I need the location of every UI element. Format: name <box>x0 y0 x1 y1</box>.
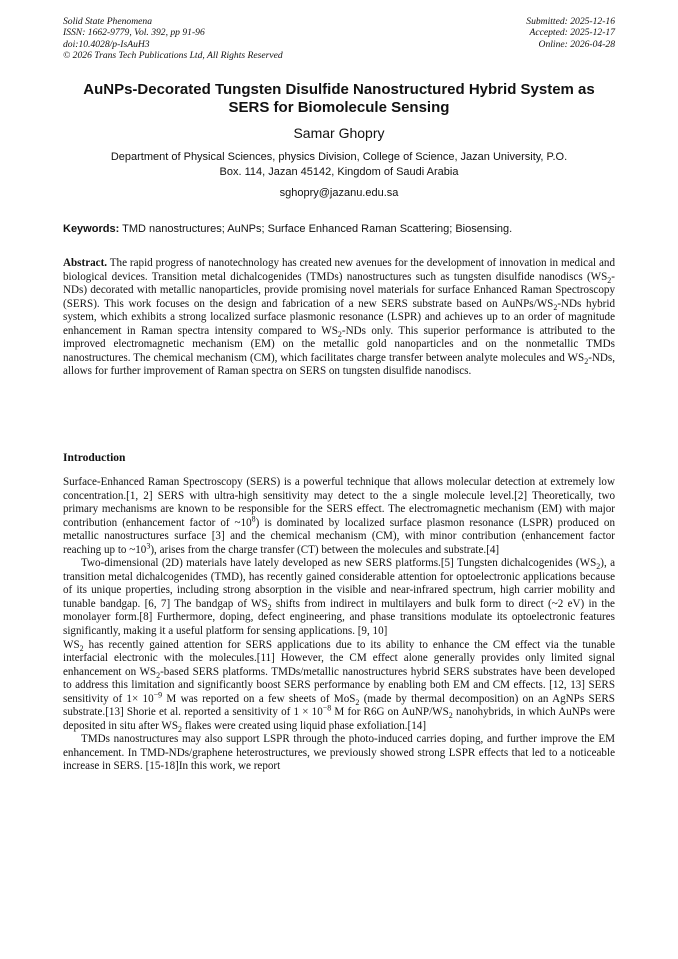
superscript: 8 <box>251 513 256 523</box>
journal-name: Solid State Phenomena <box>63 16 152 27</box>
superscript: −8 <box>322 703 332 713</box>
subscript: 2 <box>596 562 601 572</box>
subscript: 2 <box>178 725 183 735</box>
submitted-date: Submitted: 2025-12-16 <box>526 16 615 27</box>
affiliation <box>63 150 615 179</box>
paragraph-text: ), arises from the charge transfer (CT) between the molecules and substrate.[4] <box>150 543 500 556</box>
author-name: Samar Ghopry <box>293 125 385 141</box>
paragraph-text: M was reported on a few sheets of MoS <box>162 692 356 705</box>
paragraph-text: ), a transition metal dichalcogenides (TMD), has recently gained considerable attention for optoelectronic applications because of its unique properties, including strong absorption in the visible and near-infrared spectrum, high carrier mobility and tunable bandgap. [6, 7] The bandgap of WS <box>63 557 615 610</box>
subscript: 2 <box>79 643 84 653</box>
paragraph-text: Two-dimensional (2D) materials have lately developed as new SERS platforms.[5] Tungsten dichalcogenides (WS <box>81 557 597 570</box>
keywords-list: TMD nanostructures; AuNPs; Surface Enhanced Raman Scattering; Biosensing. <box>122 223 513 235</box>
paragraph-text: nanohybrids, in which AuNPs were deposited in situ after WS <box>63 706 615 732</box>
header-left <box>63 16 283 61</box>
keywords <box>63 222 615 236</box>
paper-title <box>63 81 615 117</box>
subscript: 2 <box>337 329 342 339</box>
subscript: 2 <box>355 697 360 707</box>
title-line-2: SERS for Biomolecule Sensing <box>228 99 450 116</box>
abstract-text: -NDs hybrid system, which exhibits a strong localized surface plasmonic resonance (LSPR) and achieves up to an order of magnitude enhancement in Raman spectra intensity compared to WS <box>63 297 615 337</box>
author-email[interactable]: sghopry@jazanu.edu.sa <box>279 187 399 199</box>
header-right <box>526 16 615 50</box>
paragraph-text: flakes were created using liquid phase exfoliation.[14] <box>182 719 427 732</box>
paragraph <box>63 557 615 638</box>
affiliation-line-1: Department of Physical Sciences, physics Division, College of Science, Jazan University, P.O. <box>110 151 568 163</box>
superscript: −9 <box>153 690 163 700</box>
abstract-text: The rapid progress of nanotechnology has created new avenues for the development of innovation in medical and biological devices. Transition metal dichalcogenides (TMDs) nanostructures such as tungsten disulfide nanodiscs (WS <box>63 257 615 283</box>
abstract-text: -NDs, allows for further improvement of Raman spectra on SERS on tungsten disulfide nanodiscs. <box>63 351 615 378</box>
superscript: 3 <box>146 541 151 551</box>
paragraph-text: TMDs nanostructures may also support LSPR through the photo-induced carries doping, and further improve the EM enhancement. In TMD-NDs/graphene heterostructures, we previously showed strong LSPR effects that led to a noticeable increase in SERS. [15-18]In this work, we report <box>63 733 615 773</box>
paragraph <box>63 733 615 774</box>
keywords-label: Keywords: <box>63 223 120 235</box>
affiliation-line-2: Box. 114, Jazan 45142, Kingdom of Saudi Arabia <box>219 165 459 178</box>
paragraph-text: ) is dominated by localized surface plasmon resonance (LSPR) produced on metallic nanostructures surface [3] and the chemical mechanism (CM), with minor contribution (enhancement factor reaching up to ~10 <box>63 516 615 556</box>
abstract-label: Abstract. <box>63 257 108 269</box>
paragraph <box>63 476 615 557</box>
paragraph-text: (made by thermal decomposition) on an AgNPs SERS substrate.[13] Shorie et al. reported a sensitivity of 1 × 10 <box>63 692 615 719</box>
introduction-body <box>63 476 615 774</box>
paragraph <box>63 639 615 734</box>
paragraph-text: -based SERS platforms. TMDs/metallic nanostructures hybrid SERS substrates have been developed to address this limitation and significantly boost SERS performance by enabling both EM and CM effects. [12, 13] SERS sensitivity of 1× 10 <box>63 665 615 705</box>
online-date: Online: 2026-04-28 <box>538 38 615 50</box>
paragraph-text: M for R6G on AuNP/WS <box>331 706 449 719</box>
paragraph-text: shifts from indirect in multilayers and bulk form to direct (~2 eV) in the monolayer form.[8] Furthermore, doping, defect engineering, and phase transitions modulate its optoelectronic features significantly, making it a useful platform for sensing applications. [9, 10] <box>63 597 615 638</box>
abstract-text: -NDs only. This superior performance is attributed to the improved electromagnetic mechanism (EM) on the metallic gold nanoparticles and on the nonmetallic TMDs nanostructures. The chemical mechanism (CM), which facilitates charge transfer between analyte molecules and WS <box>63 324 616 364</box>
title-line-1: AuNPs-Decorated Tungsten Disulfide Nanostructured Hybrid System as <box>83 81 595 98</box>
accepted-date: Accepted: 2025-12-17 <box>529 27 615 39</box>
subscript: 2 <box>584 357 589 367</box>
abstract <box>63 257 615 379</box>
paragraph-text: Surface-Enhanced Raman Spectroscopy (SERS) is a powerful technique that allows molecular detection at extremely low concentration.[1, 2] SERS with ultra-high sensitivity may detect to the a single molecule level.[2] Theoretically, two primary mechanisms are known to be responsible for the SERS effect. The electromagnetic mechanism (EM) with major contribution (enhancement factor of ~10 <box>63 476 615 529</box>
journal-header <box>63 16 615 66</box>
subscript: 2 <box>267 603 272 613</box>
subscript: 2 <box>156 670 161 680</box>
subscript: 2 <box>448 711 453 721</box>
paragraph-text: has recently gained attention for SERS applications due to its ability to enhance the CM effect via the tunable interfacial electronic with the molecules.[11] However, the CM effect alone generally provides only limited signal enhancement on WS <box>63 638 615 678</box>
subscript: 2 <box>553 302 558 312</box>
journal-issn: ISSN: 1662-9779, Vol. 392, pp 91-96 <box>63 27 205 39</box>
subscript: 2 <box>607 275 612 285</box>
journal-doi: doi:10.4028/p-IsAuH3 <box>63 38 150 50</box>
paragraph-text: WS <box>63 638 80 651</box>
journal-copyright: © 2026 Trans Tech Publications Ltd, All Rights Reserved <box>63 49 283 61</box>
section-heading-introduction: Introduction <box>63 452 126 464</box>
abstract-text: -NDs) decorated with metallic nanoparticles, provide promising novel materials for surface Enhanced Raman Spectroscopy (SERS). This work focuses on the design and fabrication of a new SERS substrate based on AuNPs/WS <box>63 270 615 310</box>
